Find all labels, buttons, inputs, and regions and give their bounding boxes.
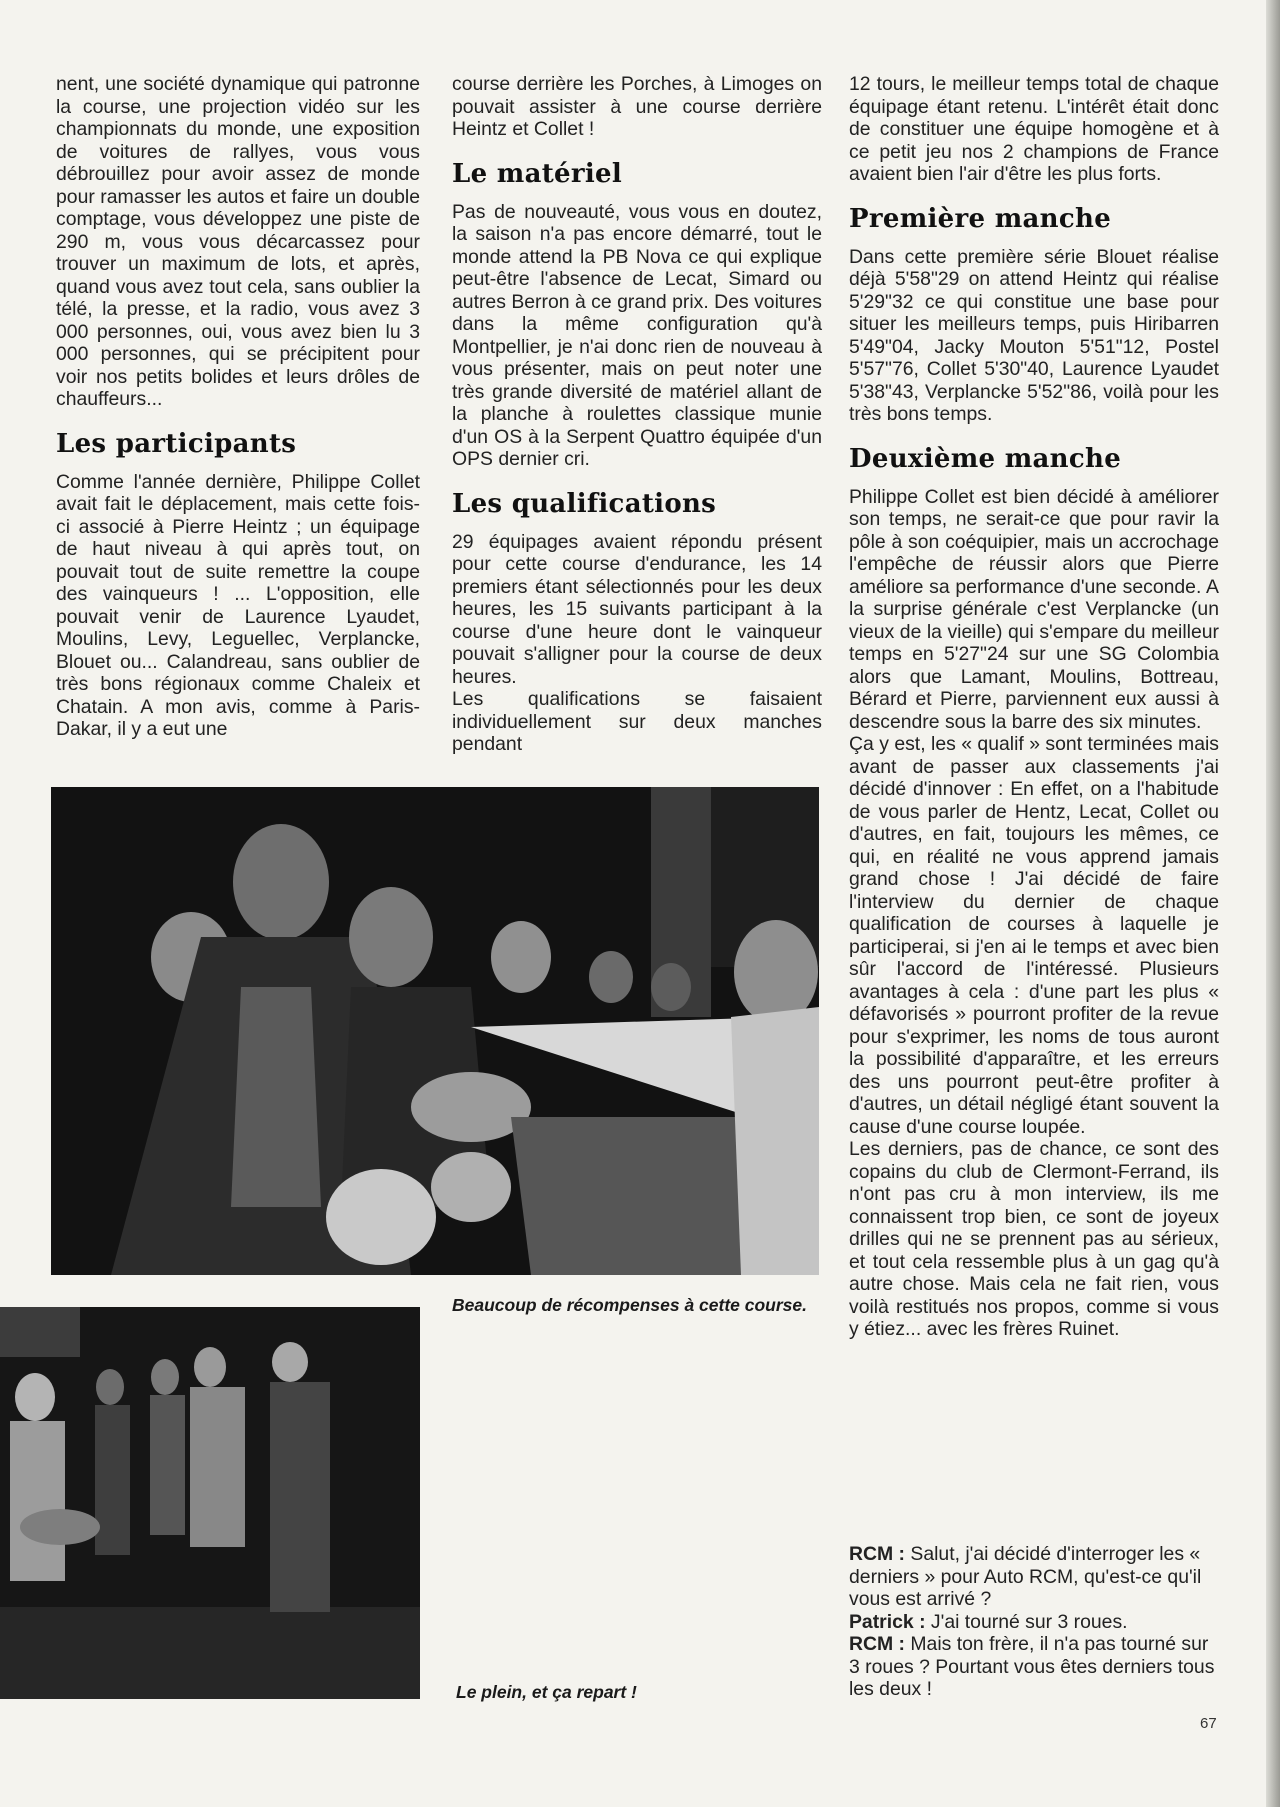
heading-participants: Les participants [56,428,297,459]
paragraph-derniers: Les derniers, pas de chance, ce sont des copains du club de Clermont-Ferrand, ils n'ont pas cru à mon interview, ils me connaissent trop bien, ce sont de joyeux drilles qui ne se prennent pas au sérieux, et tout cela ressemble plus à un gag qu'à autre chose. Mais cela ne fait rien, vous voilà restitués nos propos, comme si vous y étiez... avec les frères Ruinet. [849,1138,1219,1340]
interview-text: Salut, j'ai décidé d'interroger les « derniers » pour Auto RCM, qu'est-ce qu'il vous est arrivé ? [849,1543,1202,1610]
heading-premiere-manche: Première manche [849,203,1112,234]
interview-line [849,1611,1219,1634]
paragraph-qualifications-1: 29 équipages avaient répondu présent pour cette course d'endurance, les 14 premiers étant sélectionnés pour les deux heures, les 15 suivants participant à la course d'une heure dont le vainqueur pouvait s'alligner pour la course de deux heures. [452,530,822,688]
page-number: 67 [1200,1715,1217,1732]
paragraph-intro-col2: course derrière les Porches, à Limoges on pouvait assister à une course derrière Heintz et Collet ! [452,73,822,140]
paragraph-participants: Comme l'année dernière, Philippe Collet avait fait le déplacement, mais cette fois-ci associé à Pierre Heintz ; un équipage de haut niveau à qui après tout, on pouvait tout de suite remettre la coupe des vainqueurs ! ... L'opposition, elle pouvait venir de Laurence Lyaudet, Moulins, Levy, Leguellec, Verplancke, Blouet ou... Calandreau, sans oublier de très bons régionaux comme Chaleix et Chatain. A mon avis, comme à Paris-Dakar, il y a eut une [56,470,420,740]
photo-award-ceremony [51,787,819,1275]
interview-text: Mais ton frère, il n'a pas tourné sur 3 roues ? Pourtant vous êtes derniers tous les deux ! [849,1633,1215,1700]
article-column-3 [849,73,1219,1341]
heading-materiel: Le matériel [452,158,623,189]
heading-deuxieme-manche: Deuxième manche [849,443,1122,474]
paragraph-premiere-manche: Dans cette première série Blouet réalise déjà 5'58"29 on attend Heintz qui réalise 5'29"32 ce qui constitue une base pour situer les meilleurs temps, puis Hiribarren 5'49"04, Jacky Mouton 5'51"12, Postel 5'57"76, Collet 5'30"40, Laurence Lyaudet 5'38"43, Verplancke 5'52"86, voilà pour les très bons temps. [849,245,1219,425]
caption-award-ceremony: Beaucoup de récompenses à cette course. [452,1295,807,1315]
paragraph-materiel: Pas de nouveauté, vous vous en doutez, la saison n'a pas encore démarré, tout le monde attend la PB Nova ce qui explique peut-être l'absence de Lecat, Simard ou autres Berron à ce grand prix. Des voitures dans la même configuration qu'à Montpellier, je n'ai donc rien de nouveau à vous présenter, mais on peut noter une très grande diversité de matériel allant de la planche à roulettes classique munie d'un OS à la Serpent Quattro équipée d'un OPS dernier cri. [452,200,822,470]
interview-line [849,1543,1219,1611]
paragraph-intro-col1: nent, une société dynamique qui patronne la course, une projection vidéo sur les championnats du monde, une exposition de voitures de rallyes, vous vous débrouillez pour avoir assez de monde pour ramasser les autos et faire un double comptage, vous développez une piste de 290 m, vous vous décarcassez pour trouver un maximum de lots, et après, quand vous avez tout cela, sans oublier la télé, la presse, et la radio, vous avez 3 000 personnes, oui, vous avez bien lu 3 000 personnes, qui se précipitent pour voir nos petits bolides et leurs drôles de chauffeurs... [56,73,420,410]
page-edge [1266,0,1280,1807]
photo-pit-stop [0,1307,420,1699]
article-column-1 [56,73,420,741]
photo-pit-stop-image [0,1307,420,1699]
paragraph-qualif: Ça y est, les « qualif » sont terminées mais avant de passer aux classements j'ai décidé d'innover : En effet, on a l'habitude de vous parler de Hentz, Lecat, Collet ou d'autres, en fait, toujours les mêmes, ce qui, en réalité ne vous apprend jamais grand chose ! J'ai décidé de faire l'interview du dernier de chaque qualification de courses à laquelle je participerai, si j'en ai le temps et avec bien sûr l'accord de l'intéressé. Plusieurs avantages à cela : d'une part les plus « défavorisés » pourront profiter de la revue pour s'exprimer, les noms de tous auront la possibilité d'apparaître, et les erreurs des uns pourront peut-être profiter à d'autres, un détail négligé étant souvent la cause d'une course loupée. [849,733,1219,1138]
photo-award-ceremony-image [51,787,819,1275]
paragraph-deuxieme-manche: Philippe Collet est bien décidé à améliorer son temps, ne serait-ce que pour ravir la pôle à son coéquipier, mais un accrochage l'empêche de réussir alors que Pierre améliore sa performance d'une seconde. A la surprise générale c'est Verplancke (un vieux de la vieille) qui s'empare du meilleur temps en 5'27"24 sur une SG Colombia alors que Lamant, Moulins, Bottreau, Bérard et Pierre, parviennent eux aussi à descendre sous la barre des six minutes. [849,485,1219,733]
interview-speaker: Patrick : [849,1610,926,1633]
paragraph-qualifications-2: Les qualifications se faisaient individuellement sur deux manches pendant [452,688,822,755]
interview-text: J'ai tourné sur 3 roues. [925,1610,1128,1633]
interview-block [849,1543,1219,1701]
interview-speaker: RCM : [849,1543,906,1565]
heading-qualifications: Les qualifications [452,488,717,519]
caption-pit-stop: Le plein, et ça repart ! [456,1682,637,1702]
interview-line [849,1633,1219,1701]
interview-speaker: RCM : [849,1633,906,1655]
article-column-2 [452,73,822,756]
paragraph-intro-col3: 12 tours, le meilleur temps total de chaque équipage étant retenu. L'intérêt était donc de constituer une équipe homogène et à ce petit jeu nos 2 champions de France avaient bien l'air d'être les plus forts. [849,73,1219,185]
